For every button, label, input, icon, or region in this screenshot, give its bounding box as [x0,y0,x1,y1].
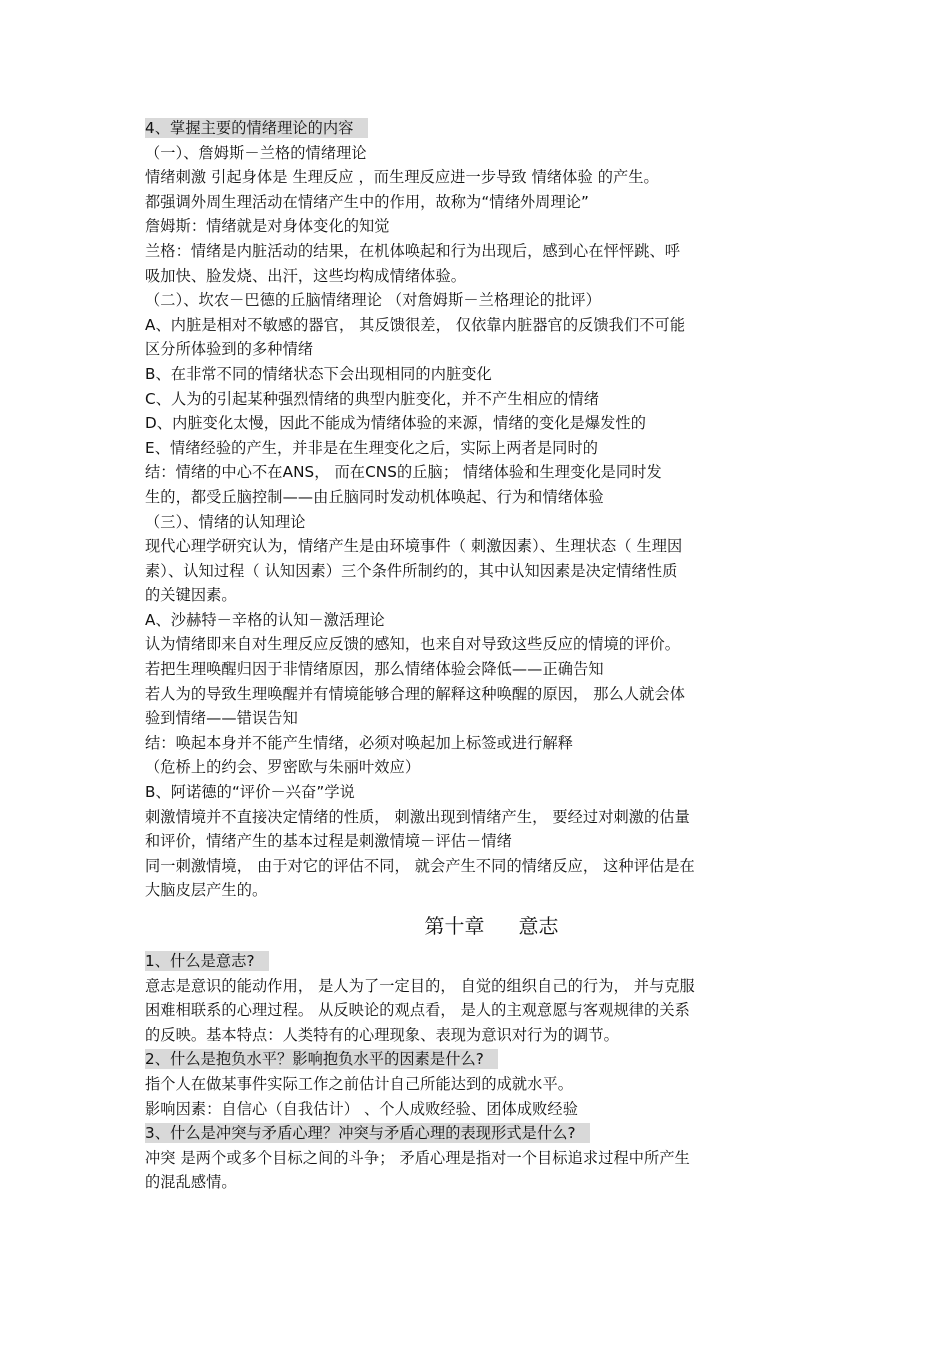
text-line: （危桥上的约会、罗密欧与朱丽叶效应） [145,758,421,777]
text-line: （二）、坎农－巴德的丘脑情绪理论 （对詹姆斯－兰格理论的批评） [145,291,601,310]
question-heading [145,1047,810,1072]
chapter-title [173,903,810,949]
text-line: 的反映。基本特点：人类特有的心理现象、表现为意识对行为的调节。 [145,1025,619,1044]
text-line: 结：唤起本身并不能产生情绪，必须对唤起加上标签或进行解释 [145,733,574,752]
question-heading [145,1121,810,1146]
text-line: 的混乱感情。 [145,1173,237,1192]
document-page [145,116,810,1195]
text-line: 困难相联系的心理过程。 从反映论的观点看， 是人的主观意愿与客观规律的关系 [145,1001,690,1020]
text-line: 现代心理学研究认为，情绪产生是由环境事件（ 刺激因素）、生理状态（ 生理因 [145,537,683,556]
text-line: 的关键因素。 [145,586,237,605]
heading-highlight: 2、什么是抱负水平？影响抱负水平的因素是什么? [145,1049,498,1069]
text-line: 验到情绪——错误告知 [145,709,298,728]
heading-highlight: 3、什么是冲突与矛盾心理？冲突与矛盾心理的表现形式是什么? [145,1123,590,1143]
text-line: 情绪刺激 引起身体是 生理反应 ，而生理反应进一步导致 情绪体验 的产生。 [145,168,659,187]
text-line: 詹姆斯：情绪就是对身体变化的知觉 [145,217,390,236]
section-heading [145,116,810,141]
text-line: C、人为的引起某种强烈情绪的典型内脏变化，并不产生相应的情绪 [145,389,600,408]
text-line: 刺激情境并不直接决定情绪的性质， 刺激出现到情绪产生， 要经过对刺激的估量 [145,807,690,826]
text-line: 意志是意识的能动作用， 是人为了一定目的， 自觉的组织自己的行为， 并与克服 [145,976,695,995]
text-line: B、阿诺德的“评价－兴奋”学说 [145,783,355,802]
text-line: 冲突 是两个或多个目标之间的斗争； 矛盾心理是指对一个目标追求过程中所产生 [145,1148,690,1167]
question-heading [145,949,810,974]
text-line: 同一刺激情境， 由于对它的评估不同， 就会产生不同的情绪反应， 这种评估是在 [145,856,695,875]
text-line: D、内脏变化太慢，因此不能成为情绪体验的来源，情绪的变化是爆发性的 [145,414,646,433]
text-line: A、内脏是相对不敏感的器官， 其反馈很差， 仅依靠内脏器官的反馈我们不可能 [145,315,686,334]
text-line: 指个人在做某事件实际工作之前估计自己所能达到的成就水平。 [145,1074,574,1093]
text-line: 生的，都受丘脑控制——由丘脑同时发动机体唤起、行为和情绪体验 [145,487,604,506]
text-line: 都强调外周生理活动在情绪产生中的作用，故称为“情绪外周理论” [145,192,589,211]
text-line: 大脑皮层产生的。 [145,881,268,900]
text-line: E、情绪经验的产生，并非是在生理变化之后，实际上两者是同时的 [145,438,599,457]
chapter-number: 第十章 [424,914,485,938]
text-line: 影响因素：自信心（自我估计） 、个人成败经验、团体成败经验 [145,1099,578,1118]
text-line: （三）、情绪的认知理论 [145,512,306,531]
heading-highlight: 1、什么是意志? [145,951,269,971]
text-line: 结：情绪的中心不在ANS， 而在CNS的丘脑； 情绪体验和生理变化是同时发 [145,463,662,482]
chapter-name: 意志 [518,914,559,938]
text-line: 和评价，情绪产生的基本过程是刺激情境－评估－情绪 [145,832,512,851]
text-line: 区分所体验到的多种情绪 [145,340,314,359]
text-line: 吸加快、脸发烧、出汗，这些均构成情绪体验。 [145,266,467,285]
section-body [145,141,810,903]
text-line: A、沙赫特－辛格的认知－激活理论 [145,610,385,629]
text-line: 认为情绪即来自对生理反应反馈的感知，也来自对导致这些反应的情境的评价。 [145,635,681,654]
text-line: 若把生理唤醒归因于非情绪原因，那么情绪体验会降低——正确告知 [145,660,604,679]
text-line: （一）、詹姆斯－兰格的情绪理论 [145,143,367,162]
text-line: 素）、认知过程（ 认知因素）三个条件所制约的，其中认知因素是决定情绪性质 [145,561,678,580]
chapter-body [145,949,810,1195]
text-line: 若人为的导致生理唤醒并有情境能够合理的解释这种唤醒的原因， 那么人就会体 [145,684,685,703]
text-line: 兰格：情绪是内脏活动的结果，在机体唤起和行为出现后，感到心在怦怦跳、呼 [145,241,681,260]
text-line: B、在非常不同的情绪状态下会出现相同的内脏变化 [145,364,492,383]
heading-highlight: 4、掌握主要的情绪理论的内容 [145,118,368,138]
